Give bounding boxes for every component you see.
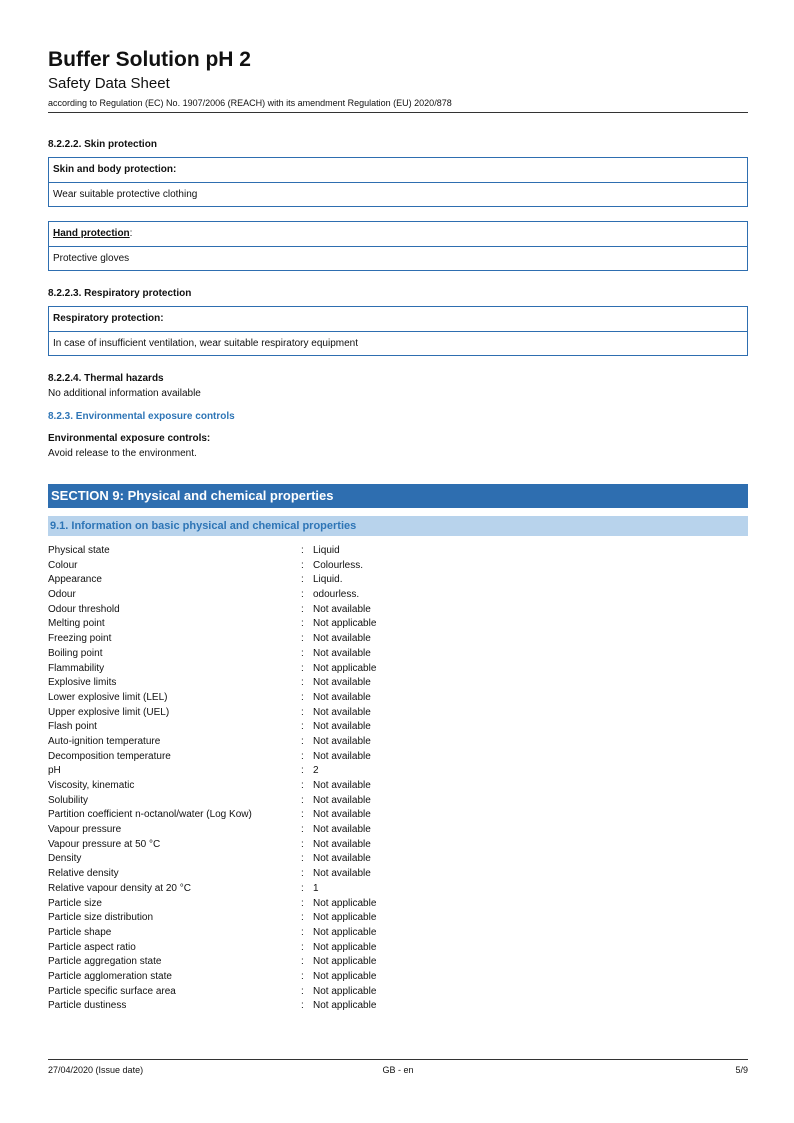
property-name: Viscosity, kinematic — [48, 780, 135, 791]
document-header — [48, 48, 748, 113]
property-separator: : — [301, 809, 304, 821]
footer-issue-date: 27/04/2020 (Issue date) — [48, 1065, 144, 1075]
property-separator: : — [301, 750, 304, 762]
property-row — [48, 647, 748, 662]
property-separator: : — [301, 882, 304, 894]
property-name: Decomposition temperature — [48, 750, 171, 762]
property-separator: : — [301, 780, 304, 791]
property-value: Liquid. — [313, 574, 343, 586]
property-name: Odour threshold — [48, 603, 120, 615]
property-name: Relative density — [48, 868, 119, 880]
property-name: Particle aggregation state — [48, 956, 162, 968]
section-9-1-title: 9.1. Information on basic physical and chemical properties — [48, 516, 748, 536]
skin-protection-section — [48, 138, 748, 271]
property-value: Not available — [313, 838, 371, 850]
property-name: Upper explosive limit (UEL) — [48, 706, 170, 718]
property-row — [48, 794, 748, 809]
property-value: Not applicable — [313, 956, 377, 968]
property-name: Appearance — [48, 574, 102, 586]
property-value: 1 — [313, 882, 319, 894]
property-name: Particle dustiness — [48, 1000, 127, 1012]
property-name: Colour — [48, 559, 78, 571]
skin-body-protection-value: Wear suitable protective clothing — [53, 189, 198, 200]
property-value: Not available — [313, 780, 371, 791]
property-value: Not available — [313, 853, 371, 865]
property-separator: : — [301, 838, 304, 850]
property-row — [48, 573, 748, 588]
property-value: Not available — [313, 633, 371, 645]
property-value: Not applicable — [313, 618, 377, 630]
property-name: Auto-ignition temperature — [48, 735, 161, 747]
property-value: Not available — [313, 647, 371, 659]
property-separator: : — [301, 897, 304, 909]
footer-locale: GB - en — [382, 1065, 414, 1075]
property-row — [48, 750, 748, 765]
property-separator: : — [301, 721, 304, 733]
section-9-title: SECTION 9: Physical and chemical properties — [48, 484, 748, 508]
property-separator: : — [301, 868, 304, 880]
property-value: Not applicable — [313, 897, 377, 909]
properties-list — [48, 544, 748, 1014]
environmental-section — [48, 410, 748, 461]
property-name: Particle specific surface area — [48, 985, 176, 997]
property-name: Flammability — [48, 662, 105, 674]
property-name: Relative vapour density at 20 °C — [48, 882, 191, 894]
property-separator: : — [301, 735, 304, 747]
property-separator: : — [301, 647, 304, 659]
hand-protection-colon: : — [129, 228, 133, 239]
property-value: Not applicable — [313, 970, 377, 982]
property-row — [48, 735, 748, 750]
property-name: Physical state — [48, 545, 110, 556]
property-name: pH — [48, 765, 61, 777]
property-row — [48, 676, 748, 691]
property-separator: : — [301, 603, 304, 615]
property-name: Density — [48, 853, 82, 865]
property-name: Boiling point — [48, 647, 103, 659]
property-separator: : — [301, 706, 304, 718]
property-row — [48, 617, 748, 632]
property-name: Partition coefficient n-octanol/water (Log Kow) — [48, 809, 252, 821]
property-row — [48, 838, 748, 853]
hand-protection-box — [48, 221, 748, 271]
property-separator: : — [301, 926, 304, 938]
property-value: Not available — [313, 735, 371, 747]
property-separator: : — [301, 618, 304, 630]
hand-protection-label: Hand protection — [53, 228, 130, 239]
property-row — [48, 867, 748, 882]
property-value: Not available — [313, 677, 371, 689]
property-value: Not available — [313, 603, 371, 615]
property-separator: : — [301, 545, 304, 556]
property-row — [48, 706, 748, 721]
property-separator: : — [301, 633, 304, 645]
property-row — [48, 544, 748, 559]
property-row — [48, 970, 748, 985]
property-name: Particle aspect ratio — [48, 941, 136, 953]
property-row — [48, 764, 748, 779]
property-row — [48, 632, 748, 647]
property-separator: : — [301, 970, 304, 982]
property-value: Colourless. — [313, 559, 364, 571]
property-name: Explosive limits — [48, 677, 117, 689]
document-page — [48, 48, 748, 1014]
property-value: Liquid — [313, 545, 340, 556]
property-value: Not applicable — [313, 1000, 377, 1012]
property-value: 2 — [313, 765, 319, 777]
property-value: Not available — [313, 706, 371, 718]
environmental-heading: 8.2.3. Environmental exposure controls — [48, 411, 235, 422]
property-name: Particle shape — [48, 926, 112, 938]
document-title: Buffer Solution pH 2 — [48, 48, 251, 71]
property-separator: : — [301, 691, 304, 703]
property-value: Not applicable — [313, 985, 377, 997]
property-separator: : — [301, 985, 304, 997]
property-name: Particle size distribution — [48, 912, 154, 924]
property-value: Not available — [313, 691, 371, 703]
property-separator: : — [301, 794, 304, 806]
property-value: Not available — [313, 809, 371, 821]
property-separator: : — [301, 662, 304, 674]
hand-protection-value: Protective gloves — [53, 253, 130, 264]
property-name: Particle size — [48, 897, 102, 909]
property-separator: : — [301, 853, 304, 865]
property-value: Not available — [313, 794, 371, 806]
property-row — [48, 852, 748, 867]
property-separator: : — [301, 677, 304, 689]
section-9 — [48, 484, 748, 1014]
respiratory-protection-section — [48, 287, 748, 356]
property-name: Vapour pressure at 50 °C — [48, 838, 161, 850]
respiratory-protection-value: In case of insufficient ventilation, wear suitable respiratory equipment — [53, 338, 358, 349]
property-row — [48, 897, 748, 912]
property-value: Not available — [313, 868, 371, 880]
property-value: Not available — [313, 824, 371, 836]
footer-page-number: 5/9 — [735, 1065, 748, 1075]
property-name: Flash point — [48, 721, 97, 733]
property-row — [48, 941, 748, 956]
property-row — [48, 808, 748, 823]
property-name: Solubility — [48, 794, 89, 806]
thermal-hazards-section — [48, 372, 748, 401]
property-separator: : — [301, 1000, 304, 1012]
property-separator: : — [301, 824, 304, 836]
property-value: Not available — [313, 721, 371, 733]
property-row — [48, 779, 748, 794]
hand-protection-label-row — [49, 222, 747, 247]
property-row — [48, 823, 748, 838]
property-separator: : — [301, 559, 304, 571]
property-separator: : — [301, 765, 304, 777]
property-name: Particle agglomeration state — [48, 970, 172, 982]
property-name: Odour — [48, 589, 76, 601]
property-row — [48, 955, 748, 970]
property-row — [48, 691, 748, 706]
respiratory-protection-label: Respiratory protection: — [49, 307, 747, 332]
header-divider — [48, 112, 748, 113]
environmental-label: Environmental exposure controls: — [48, 433, 211, 444]
property-row — [48, 999, 748, 1014]
page-footer — [48, 1059, 748, 1079]
property-row — [48, 603, 748, 618]
property-separator: : — [301, 912, 304, 924]
property-value: Not applicable — [313, 926, 377, 938]
property-row — [48, 588, 748, 603]
property-row — [48, 882, 748, 897]
property-separator: : — [301, 589, 304, 601]
property-row — [48, 926, 748, 941]
property-row — [48, 720, 748, 735]
property-separator: : — [301, 574, 304, 586]
property-name: Vapour pressure — [48, 824, 122, 836]
property-row — [48, 985, 748, 1000]
property-value: Not applicable — [313, 912, 377, 924]
skin-body-protection-label: Skin and body protection: — [49, 158, 747, 183]
respiratory-protection-box — [48, 306, 748, 356]
property-name: Lower explosive limit (LEL) — [48, 691, 168, 703]
regulation-note: according to Regulation (EC) No. 1907/2006 (REACH) with its amendment Regulation (EU) 2020/878 — [48, 98, 452, 108]
property-value: Not applicable — [313, 941, 377, 953]
skin-body-protection-box — [48, 157, 748, 207]
property-value: Not available — [313, 750, 371, 762]
property-separator: : — [301, 941, 304, 953]
property-name: Freezing point — [48, 633, 112, 645]
property-row — [48, 662, 748, 677]
document-subtitle: Safety Data Sheet — [48, 75, 170, 92]
property-separator: : — [301, 956, 304, 968]
environmental-value: Avoid release to the environment. — [48, 448, 197, 459]
property-value: odourless. — [313, 589, 360, 601]
property-row — [48, 911, 748, 926]
thermal-hazards-heading: 8.2.2.4. Thermal hazards — [48, 373, 164, 384]
property-name: Melting point — [48, 618, 105, 630]
respiratory-protection-heading: 8.2.2.3. Respiratory protection — [48, 288, 192, 299]
property-row — [48, 559, 748, 574]
skin-protection-heading: 8.2.2.2. Skin protection — [48, 139, 157, 150]
thermal-hazards-value: No additional information available — [48, 388, 201, 399]
property-value: Not applicable — [313, 662, 377, 674]
